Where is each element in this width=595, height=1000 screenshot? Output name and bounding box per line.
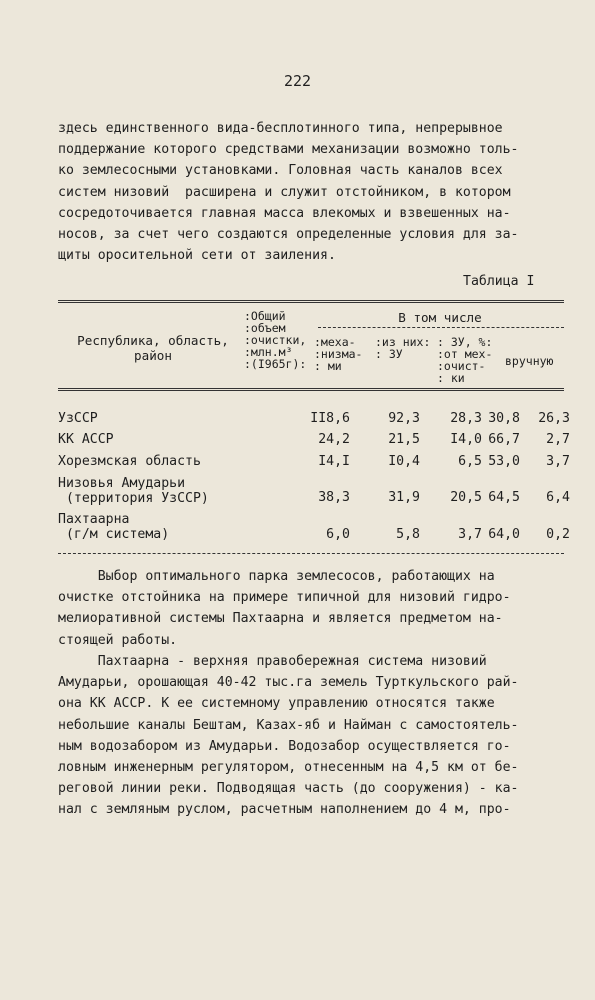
text-line: здесь единственного вида-бесплотинного типа, непрерывное bbox=[58, 121, 503, 136]
header-pct-line: :очист- bbox=[437, 359, 486, 373]
table-label: Таблица I bbox=[463, 274, 535, 289]
text-line: очистке отстойника на примере типичной для низовий гидро- bbox=[58, 590, 511, 606]
cell-zu-percent: 30,8 bbox=[488, 411, 520, 426]
cell-manual: 6,4 bbox=[546, 490, 570, 505]
cell-zu-percent: 66,7 bbox=[488, 432, 520, 447]
header-mech-line: :низма- bbox=[314, 347, 363, 361]
header-pct-line: : ЗУ, %: bbox=[437, 335, 493, 349]
text-line: ным водозабором из Амударьи. Водозабор осуществляется го- bbox=[58, 738, 511, 754]
text-line: носов, за счет чего создаются определенные условия для за- bbox=[58, 227, 519, 243]
table-row bbox=[58, 410, 568, 430]
cell-zu: 20,5 bbox=[450, 490, 482, 505]
header-zu-line: : ЗУ bbox=[375, 347, 403, 361]
cell-manual: 2,7 bbox=[546, 432, 570, 447]
text-line: небольшие каналы Бештам, Казах-яб и Найман с самостоятель- bbox=[58, 717, 519, 733]
header-mechanized bbox=[314, 336, 362, 372]
cell-zu: 28,3 bbox=[450, 411, 482, 426]
cell-manual: 26,3 bbox=[538, 411, 570, 426]
table-header-rule bbox=[58, 388, 564, 391]
cell-manual: 3,7 bbox=[546, 454, 570, 469]
header-mech-line: :меха- bbox=[314, 335, 356, 349]
text-line: ко землесосными установками. Головная часть каналов всех bbox=[58, 163, 503, 179]
paragraph-intro bbox=[58, 118, 558, 266]
header-region bbox=[58, 333, 248, 363]
text-line: стоящей работы. bbox=[58, 632, 178, 648]
header-total-line: :объем bbox=[244, 321, 286, 335]
table-top-rule bbox=[58, 300, 564, 303]
cell-zu-percent: 53,0 bbox=[488, 454, 520, 469]
header-total bbox=[244, 310, 306, 370]
text-line: она КК АССР. К ее системному управлению относятся также bbox=[58, 696, 495, 712]
header-manual bbox=[505, 355, 553, 367]
table-row bbox=[58, 453, 568, 473]
text-line: ловным инженерным регулятором, отнесенным на 4,5 км от бе- bbox=[58, 760, 519, 776]
row-name: Низовья Амударьи bbox=[58, 476, 186, 491]
header-region-line: Республика, область, bbox=[77, 333, 229, 348]
cell-mechanized: 21,5 bbox=[388, 432, 420, 447]
text-line: мелиоративной системы Пахтаарна и является предметом на- bbox=[58, 611, 503, 627]
cell-zu-percent: 64,5 bbox=[488, 490, 520, 505]
header-total-line: :Общий bbox=[244, 309, 286, 323]
cell-mechanized: 31,9 bbox=[388, 490, 420, 505]
cell-zu: 3,7 bbox=[458, 527, 482, 542]
cell-total: 6,0 bbox=[326, 527, 350, 542]
table-row bbox=[58, 475, 568, 513]
text-line: сосредоточивается главная масса влекомых и взвешенных на- bbox=[58, 205, 511, 221]
header-region-line: район bbox=[134, 348, 172, 363]
group-header-rule bbox=[318, 327, 564, 328]
header-total-line: :млн.м³ bbox=[244, 345, 293, 359]
header-zu-line: :из них: bbox=[375, 335, 431, 349]
text-line: Пахтаарна - верхняя правобережная система низовий bbox=[58, 654, 487, 669]
header-mech-line: : ми bbox=[314, 359, 342, 373]
cell-total: II8,6 bbox=[310, 411, 350, 426]
cell-zu: I4,0 bbox=[450, 432, 482, 447]
text-line: систем низовий расширена и служит отстойником, в котором bbox=[58, 184, 511, 200]
paragraph-pakhtaarna bbox=[58, 651, 558, 821]
table-row bbox=[58, 511, 568, 549]
cell-total: 24,2 bbox=[318, 432, 350, 447]
cell-mechanized: I0,4 bbox=[388, 454, 420, 469]
text-line: нал с земляным руслом, расчетным наполнением до 4 м, про- bbox=[58, 802, 511, 818]
header-pct-line: :от мех- bbox=[437, 347, 493, 361]
header-including: В том числе bbox=[398, 310, 482, 325]
cell-manual: 0,2 bbox=[546, 527, 570, 542]
cell-total: 38,3 bbox=[318, 490, 350, 505]
header-pct-line: : ки bbox=[437, 371, 465, 385]
row-name: (г/м система) bbox=[58, 527, 170, 542]
paragraph-selection bbox=[58, 566, 558, 651]
header-total-line: :очистки, bbox=[244, 333, 307, 347]
text-line: Выбор оптимального парка землесосов, работающих на bbox=[58, 569, 495, 584]
table-bottom-rule bbox=[58, 553, 564, 554]
header-total-line: :(I965г): bbox=[244, 357, 307, 371]
cell-mechanized: 92,3 bbox=[388, 411, 420, 426]
row-name: Пахтаарна bbox=[58, 512, 130, 527]
cell-total: I4,I bbox=[318, 454, 350, 469]
row-name: Хорезмская область bbox=[58, 454, 201, 469]
cell-zu: 6,5 bbox=[458, 454, 482, 469]
row-name: УзССР bbox=[58, 411, 98, 426]
header-zu bbox=[375, 336, 430, 360]
page-number: 222 bbox=[283, 72, 312, 90]
text-line: Амударьи, орошающая 40-42 тыс.га земель Турткульского рай- bbox=[58, 675, 519, 691]
cell-zu-percent: 64,0 bbox=[488, 527, 520, 542]
table-row bbox=[58, 431, 568, 451]
cell-mechanized: 5,8 bbox=[396, 527, 420, 542]
text-line: щиты оросительной сети от заиления. bbox=[58, 248, 336, 264]
text-line: реговой линии реки. Подводящая часть (до сооружения) - ка- bbox=[58, 781, 519, 797]
header-manual-line: вручную bbox=[505, 354, 554, 368]
text-line: поддержание которого средствами механизации возможно толь- bbox=[58, 142, 519, 158]
header-zu-percent bbox=[437, 336, 492, 384]
row-name: КК АССР bbox=[58, 432, 114, 447]
row-name: (территория УзССР) bbox=[58, 491, 209, 506]
